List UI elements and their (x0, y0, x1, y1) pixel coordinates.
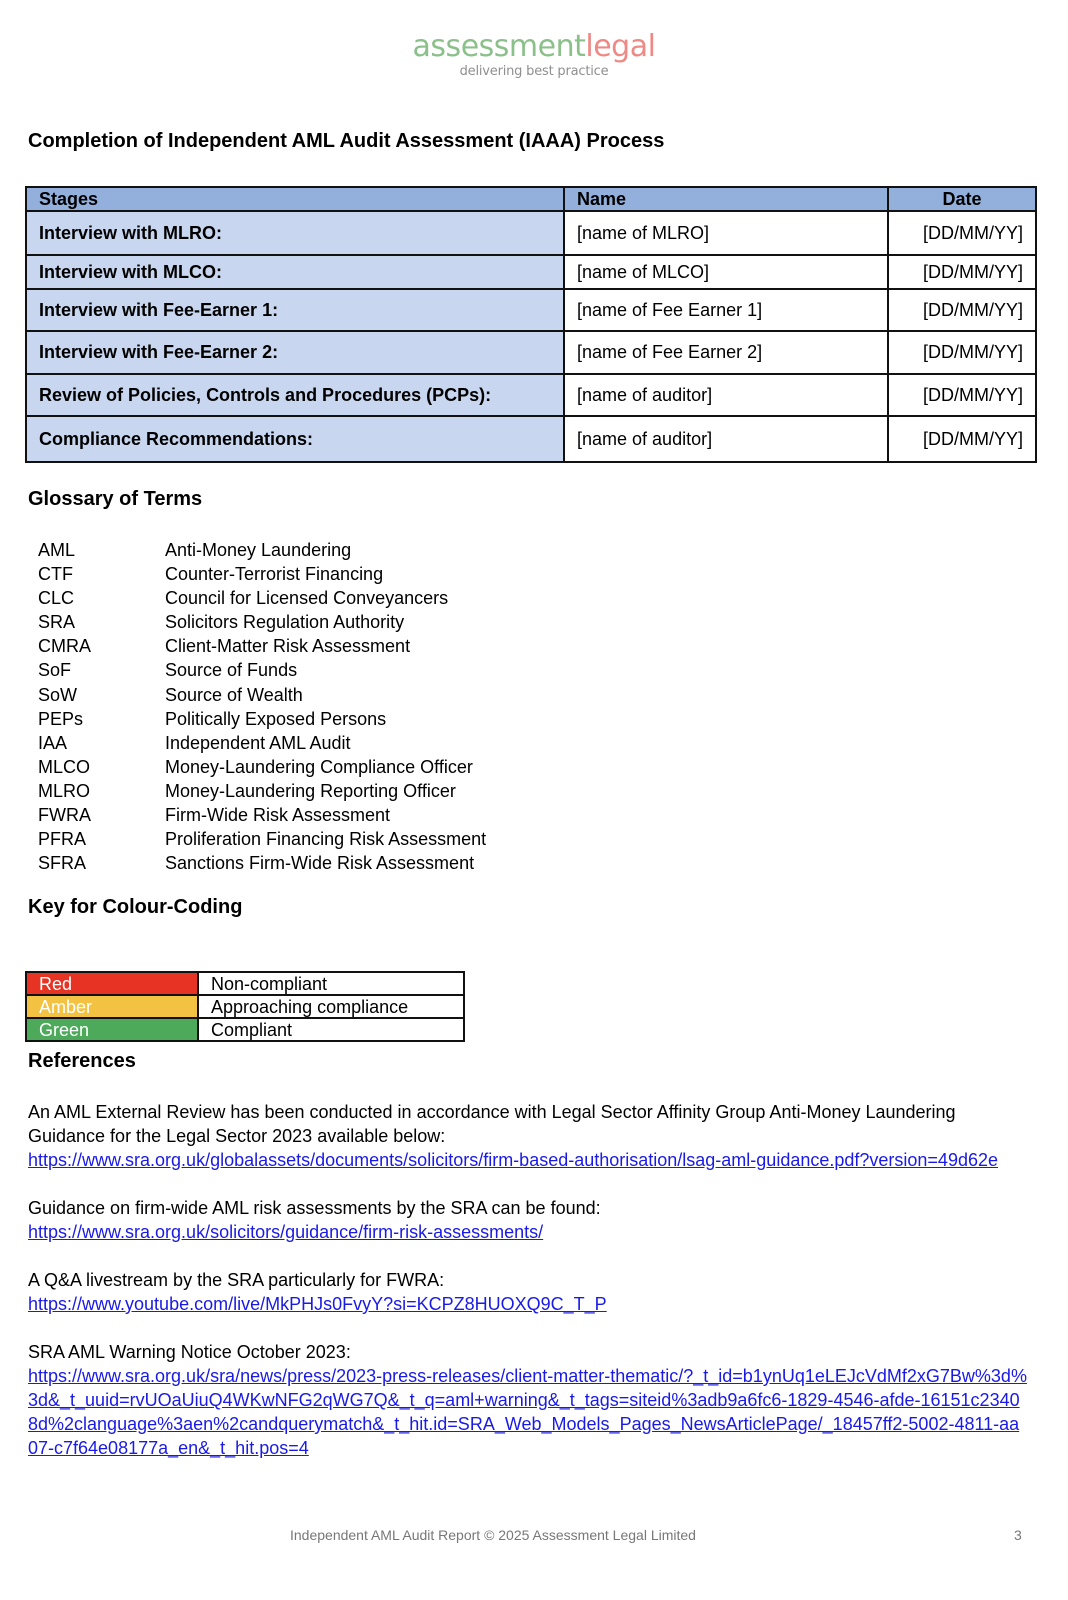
header-name: Name (564, 187, 888, 211)
glossary-item (38, 586, 486, 610)
references-heading: References (28, 1050, 136, 1072)
colour-key-heading: Key for Colour-Coding (28, 896, 243, 918)
glossary-item (38, 634, 486, 658)
glossary-meaning: Anti-Money Laundering (165, 540, 352, 560)
swatch-red: Red (26, 972, 198, 995)
colour-meaning: Non-compliant (198, 972, 464, 995)
glossary-abbr: PFRA (38, 829, 87, 850)
reference-text: SRA AML Warning Notice October 2023: (28, 1342, 351, 1362)
glossary-item (38, 779, 486, 803)
header-stages: Stages (26, 187, 564, 211)
glossary-list (38, 538, 486, 875)
stage-cell: Interview with MLRO: (26, 211, 564, 255)
glossary-abbr: CMRA (38, 636, 91, 657)
glossary-abbr: FWRA (38, 805, 91, 826)
stages-table-header (26, 187, 1036, 211)
reference-link-youtube-livestream[interactable]: https://www.youtube.com/live/MkPHJs0FvyY?si=KCPZ8HUOXQ9C_T_P (28, 1294, 607, 1314)
table-row (26, 331, 1036, 374)
logo-tagline: delivering best practice (459, 64, 609, 79)
glossary-meaning: Proliferation Financing Risk Assessment (165, 829, 487, 850)
glossary-meaning: Solicitors Regulation Authority (165, 612, 405, 633)
glossary-item (38, 755, 486, 779)
stage-cell: Review of Policies, Controls and Procedures (PCPs): (26, 374, 564, 416)
glossary-meaning: Money-Laundering Reporting Officer (165, 780, 456, 801)
reference-text: Guidance on firm-wide AML risk assessments by the SRA can be found: (28, 1198, 601, 1218)
glossary-meaning: Money-Laundering Compliance Officer (165, 756, 473, 777)
name-cell[interactable]: [name of Fee Earner 1] (564, 289, 888, 331)
date-cell[interactable]: [DD/MM/YY] (888, 255, 1036, 289)
glossary-item (38, 707, 486, 731)
swatch-amber: Amber (26, 995, 198, 1018)
colour-key-row (26, 995, 464, 1018)
reference-link-firm-risk-assessments[interactable]: https://www.sra.org.uk/solicitors/guidance/firm-risk-assessments/ (28, 1222, 544, 1242)
glossary-item (38, 803, 486, 827)
glossary-meaning: Source of Wealth (165, 684, 303, 705)
reference-text: A Q&A livestream by the SRA particularly for FWRA: (28, 1270, 445, 1290)
logo-part-assessment: assessment (412, 29, 586, 64)
glossary-meaning: Counter-Terrorist Financing (165, 564, 384, 585)
glossary-abbr: SoW (38, 684, 78, 705)
date-cell[interactable]: [DD/MM/YY] (888, 374, 1036, 416)
glossary-abbr: MLRO (38, 780, 91, 801)
colour-key-row (26, 1018, 464, 1041)
name-cell[interactable]: [name of Fee Earner 2] (564, 331, 888, 374)
page-title: Completion of Independent AML Audit Assessment (IAAA) Process (28, 130, 665, 152)
logo-wordmark (0, 30, 1068, 64)
stage-cell: Interview with Fee-Earner 2: (26, 331, 564, 374)
reference-link-warning-notice[interactable]: https://www.sra.org.uk/sra/news/press/2023-press-releases/client-matter-thematic/?_t_id=b1ynUq1eLEJcVdMf2xG7Bw%3d%3d&_t_uuid=rvUOaUiuQ4WKwNFG2qWG7Q&_t_q=aml+warning&_t_tags=siteid%3adb9a6fc6-1829-4546-afde-16151c23408d%2clanguage%3aen%2candquerymatch&_t_hit.id=SRA_Web_Models_Pages_NewsArticlePage/_18457ff2-5002-4811-aa07-c7f64e08177a_en&_t_hit.pos=4 (28, 1366, 1027, 1458)
name-cell[interactable]: [name of MLCO] (564, 255, 888, 289)
date-cell[interactable]: [DD/MM/YY] (888, 416, 1036, 462)
header-date: Date (888, 187, 1036, 211)
glossary-meaning: Council for Licensed Conveyancers (165, 588, 449, 609)
company-logo (0, 30, 1068, 79)
date-cell[interactable]: [DD/MM/YY] (888, 331, 1036, 374)
stage-cell: Compliance Recommendations: (26, 416, 564, 462)
glossary-abbr: AML (38, 540, 76, 560)
name-cell[interactable]: [name of MLRO] (564, 211, 888, 255)
reference-item (28, 1196, 1028, 1244)
glossary-meaning: Sanctions Firm-Wide Risk Assessment (165, 853, 475, 874)
swatch-green: Green (26, 1018, 198, 1041)
colour-key-row (26, 972, 464, 995)
stages-table (25, 186, 1037, 463)
page-number: 3 (1014, 1527, 1022, 1543)
glossary-item (38, 683, 486, 707)
table-row (26, 416, 1036, 462)
table-row (26, 289, 1036, 331)
glossary-meaning: Source of Funds (165, 660, 298, 681)
stage-cell: Interview with MLCO: (26, 255, 564, 289)
glossary-item (38, 562, 486, 586)
glossary-meaning: Politically Exposed Persons (165, 708, 387, 729)
reference-item (28, 1340, 1028, 1460)
name-cell[interactable]: [name of auditor] (564, 374, 888, 416)
colour-key-table (25, 971, 465, 1042)
date-cell[interactable]: [DD/MM/YY] (888, 211, 1036, 255)
glossary-abbr: SoF (38, 660, 72, 681)
glossary-abbr: PEPs (38, 708, 84, 729)
logo-part-legal: legal (585, 29, 656, 64)
name-cell[interactable]: [name of auditor] (564, 416, 888, 462)
glossary-item (38, 658, 486, 682)
glossary-item (38, 851, 486, 875)
glossary-meaning: Independent AML Audit (165, 732, 351, 753)
glossary-abbr: SRA (38, 612, 76, 633)
glossary-abbr: SFRA (38, 853, 87, 874)
colour-meaning: Approaching compliance (198, 995, 464, 1018)
stage-cell: Interview with Fee-Earner 1: (26, 289, 564, 331)
glossary-abbr: CLC (38, 588, 75, 609)
reference-item (28, 1268, 1028, 1316)
glossary-item (38, 610, 486, 634)
colour-meaning: Compliant (198, 1018, 464, 1041)
glossary-meaning: Client-Matter Risk Assessment (165, 636, 411, 657)
glossary-item (38, 538, 486, 562)
glossary-abbr: MLCO (38, 756, 91, 777)
table-row (26, 211, 1036, 255)
reference-link-lsag-guidance[interactable]: https://www.sra.org.uk/globalassets/documents/solicitors/firm-based-authorisation/lsag-aml-guidance.pdf?version=49d62e (28, 1150, 998, 1170)
glossary-item (38, 827, 486, 851)
table-row (26, 374, 1036, 416)
glossary-abbr: CTF (38, 564, 73, 585)
date-cell[interactable]: [DD/MM/YY] (888, 289, 1036, 331)
glossary-item (38, 731, 486, 755)
glossary-meaning: Firm-Wide Risk Assessment (165, 805, 391, 826)
table-row (26, 255, 1036, 289)
glossary-heading: Glossary of Terms (28, 488, 203, 510)
reference-text: An AML External Review has been conducted in accordance with Legal Sector Affinity Group Anti-Money Laundering Guidance for the Legal Sector 2023 available below: (28, 1102, 956, 1146)
references-list (28, 1100, 1028, 1484)
glossary-abbr: IAA (38, 732, 68, 753)
reference-item (28, 1100, 1028, 1172)
footer-copyright: Independent AML Audit Report © 2025 Assessment Legal Limited (290, 1527, 696, 1543)
